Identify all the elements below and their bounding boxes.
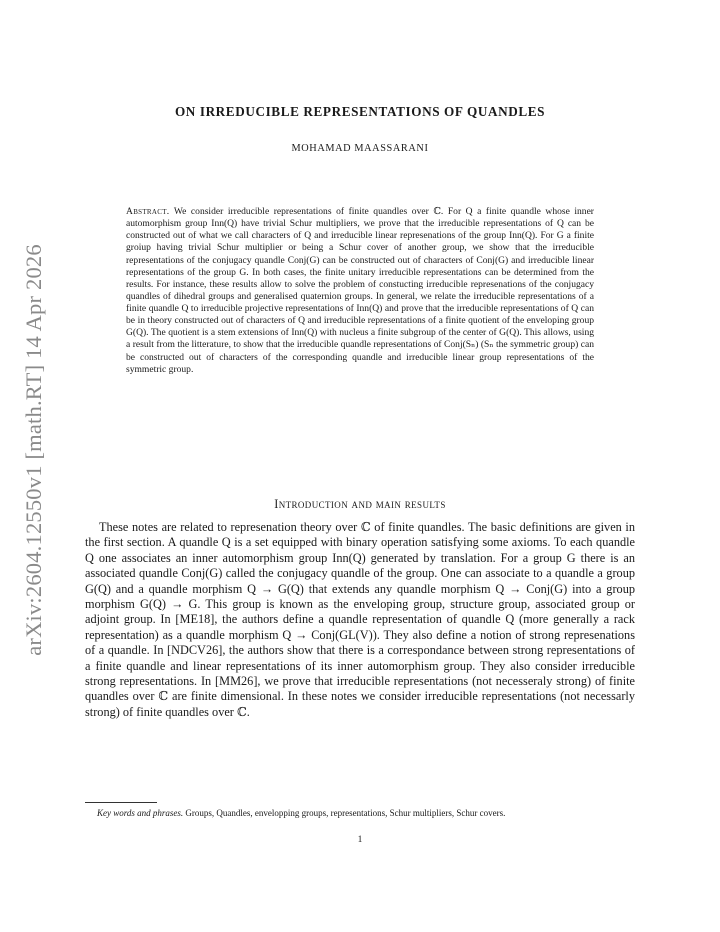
footnote-text: Groups, Quandles, envelopping groups, representations, Schur multipliers, Schur covers. bbox=[185, 808, 506, 818]
paper-author: MOHAMAD MAASSARANI bbox=[291, 143, 429, 154]
page-number: 1 bbox=[357, 835, 363, 845]
abstract bbox=[126, 206, 594, 376]
footnote-label: Key words and phrases. bbox=[97, 808, 184, 818]
footnote-rule bbox=[85, 802, 157, 803]
footnote bbox=[85, 808, 635, 820]
introduction-paragraph: These notes are related to represenation theory over ℂ of finite quandles. The basic definitions are given in the first section. A quandle Q is a set equipped with binary operation satisfying some axioms. To each quandle Q one associates an inner automorphism group Inn(Q) generated by translation. For a group G there is an associated quandle Conj(G) called the conjugacy quandle of the group. One can associate to a quandle a group G(Q) and a quandle morphism Q → G(Q) that extends any quandle morphism Q → Conj(G) into a group morphism G(Q) → G. This group is known as the enveloping group, structure group, associated group or adjoint group. In [ME18], the authors define a quandle representation of quandle Q (more generally a rack representation) as a quandle morphism Q → Conj(GL(V)). They also define a notion of strong represenations of a quandle. In [NDCV26], the authors show that there is a correspondance between strong representations of a finite quandle and linear representations of its inner automorphism group. They also consider irreducible strong representations. In [MM26], we prove that irreducible representations (not necesseraly strong) of finite quandles over ℂ are finite dimensional. In these notes we consider irreducible representations (not necessarly strong) of finite quandles over ℂ. bbox=[85, 520, 635, 719]
abstract-label: Abstract. bbox=[126, 206, 170, 217]
paper-title: ON IRREDUCIBLE REPRESENTATIONS OF QUANDLES bbox=[174, 104, 546, 119]
abstract-text: We consider irreducible representations of finite quandles over ℂ. For Q a finite quandle whose inner automorphism group Inn(Q) have trivial Schur multipliers, we prove that the irreducible representations of Q can be constructed out of what we call characters of Q and irreducible linear represenations of the group Inn(Q). For G a finite groiup having trivial Schur multiplier or being a Schur cover of another group, we show that the irreducible representations of the conjugacy quandle Conj(G) can be constructed out of characters of Conj(G) and irreducible linear representations of the group G. In both cases, the finite unitary irreducible representations can be determined from the results. For instance, these results allow to solve the problem of constucting irreducible represenations of the conjugacy quandles of dihedral groups and generalised quaternion groups. In general, we relate the irreducible representations of a finite quandle Q to irreducible projective representations of Inn(Q) and prove that the irreducible representations of Q can be in theory constructed out of characters of Q and irreducible representations of a finite quotient of the enveloping group G(Q). The quotient is a stem extensions of Inn(Q) with nucleus a finite subgroup of the center of G(Q). This allows, using a result from the litterature, to show that the irreducible quandle representations of Conj(Sₙ) (Sₙ the symmetric group) can be constructed out of characters of the corresponding quandle and irreducible linear group representations of the symmetric group. bbox=[126, 206, 594, 375]
arxiv-identifier: arXiv:2604.12550v1 [math.RT] 14 Apr 2026 bbox=[21, 244, 46, 656]
section-heading: Introduction and main results bbox=[274, 497, 446, 511]
arxiv-sidebar-stamp bbox=[14, 245, 54, 655]
